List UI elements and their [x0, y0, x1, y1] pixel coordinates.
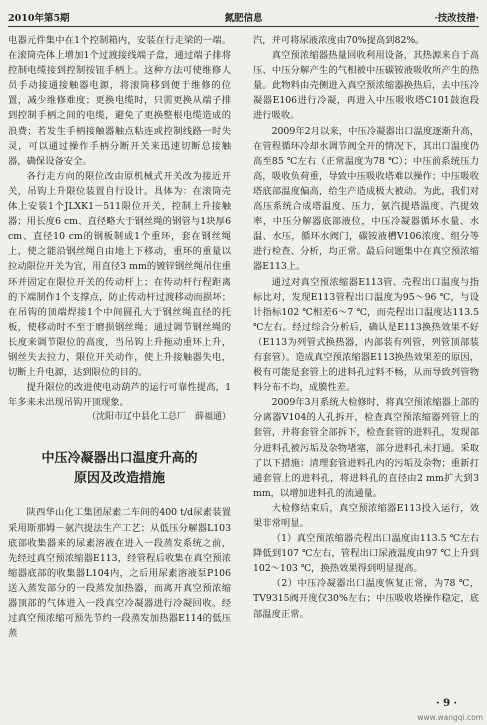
page-header: [8, 10, 479, 24]
body-paragraph: 各行走方向的限位改由原机械式开关改为接近开关，吊钩上升限位装置自行设计。具体为：在滚筒壳体上安装1个JLXK1－511限位开关，控制上升接触器；用长度6 cm、直径略大于钢丝绳的钢管与1块厚6 cm、直径10 cm的钢板制成1个重环，套在钢丝绳上，使之能沿钢丝绳自由地上下移动，重环的重量以拉动限位开关为宜，用直径3 mm的镀锌钢丝绳吊住重环并固定在限位开关的传动杆上；在传动杆行程距离的下端制作1个支撑点，防止传动杆过渡移动而损坏；在吊钩的顶端焊接1个中间圆孔大于钢丝绳直径的托板，使移动时不至于磨损钢丝绳；通过调节钢丝绳的长度来调节限位的高度，当吊钩上升拖动重环上升，钢丝失去拉力，限位开关动作，使上升接触器失电，切断上升电源，达到限位的目的。: [8, 170, 231, 379]
body-paragraph: 2009年3月系统大检修时，将真空预浓缩器上部的分离器V104的人孔拆开，检查真空预浓缩器列管上的套管，并将套管全部拆下，检查套管的进料孔，发现部分进料孔被污垢及杂物堵塞，部分进料孔未打通。采取了以下措施：清理套管进料孔内的污垢及杂物；重新打通套管上的进料孔，将进料孔的直径由2 mm扩大到3 mm，以增加进料孔的流通量。: [253, 397, 479, 499]
body-paragraph: 汽，并可将尿液浓度由70%提高到82%。: [253, 35, 425, 46]
journal-name: 氮肥信息: [224, 13, 263, 24]
body-paragraph: （2）中压冷凝器出口温度恢复正常，为78 ℃，TV9315阀开度仅30%左右；中压吸收塔操作稳定，底部温度正常。: [253, 578, 479, 620]
watermark: www.wangqi.com: [417, 713, 483, 722]
author-credit: （沈阳市辽中县化工总厂 薛福通）: [86, 412, 231, 423]
body-paragraph: 提升限位的改进使电动葫芦的运行可靠性提高，1年多来未出现吊钩开顶现象。: [8, 382, 231, 409]
body-paragraph: 通过对真空预浓缩器E113管、壳程出口温度与指标比对，发现E113管程出口温度为95～96 ℃，与设计指标102 ℃相差6～7 ℃，而壳程出口温度达113.5 ℃左右。经过综合分析后，确认是E113换热效果不好（E113为列管式换热器，内部装有列管，列管顶部装有套管）。造成真空预浓缩器E113换热效果差的原因，极有可能是套管上的进料孔过料不畅，从而导致列管物料分布不均，成膜性差。: [253, 276, 479, 394]
page-number: · 9 ·: [436, 698, 457, 709]
body-paragraph: 2009年2月以来，中压冷凝器出口温度逐渐升高，在管程循环冷却水调节阀全开的情况下，其出口温度仍高至85 ℃左右（正常温度为78 ℃）；中压前系统压力高，吸收负荷重，导致中压吸收塔难以操作；中压吸收塔底部温度偏高，给生产造成极大被动。为此，我们对高压系统合成塔温度、压力，氨汽提塔温度、汽提效率，中压分解器底部液位，中压冷凝器循环水量、水温、水压，循环水阀门，碳铵液槽V106浓度、组分等进行检查、分析，均正常。最后问题集中在真空预浓缩器E113上。: [253, 125, 479, 273]
right-column: [253, 33, 479, 622]
section-label: ·技改技措·: [434, 13, 479, 24]
body-paragraph: 陕西华山化工集团尿素二车间的400 t/d尿素装置采用斯那姆－氨汽提法生产工艺；从低压分解器L103底部收集器来的尿素溶液在进入一段蒸发系统之前，先经过真空预浓缩器E113，经管程后收集在真空预浓缩器底部的收集器L104内，之后用尿素溶液泵P106送入蒸发部分的一段蒸发加热器，而离开真空预浓缩器顶部的气体进入一段真空冷凝器进行冷凝回收。经过真空预浓缩可预先节约一段蒸发加热器E114的低压蒸: [8, 507, 231, 640]
article-title-line: 中压冷凝器出口温度升高的: [41, 451, 198, 467]
header-divider: [8, 26, 479, 27]
left-column: [8, 33, 231, 641]
article-title: [8, 449, 231, 489]
issue-label: 2010年第5期: [8, 13, 70, 24]
body-paragraph: 真空预浓缩器热量回收利用设备，其热源来自于高压、中压分解产生的气相被中压碳铵液吸收所产生的热量。此物料由壳侧进入真空预浓缩器换热后，去中压冷凝器E106进行冷凝，再进入中压吸收塔C101鼓泡段进行吸收。: [253, 50, 479, 122]
body-paragraph: 电器元件集中在1个控制箱内，安装在行走梁的一端。在滚筒壳体上增加1个过渡接线端子盒，通过端子排将控制电缆接到控制按钮手柄上。这种方法可使维修人员手动接通接触器电源，将滚筒移到便于维修的位置，减少维修难度；更换电缆时，只需更换从端子排到控制手柄之间的电缆，避免了更换整根电缆造成的浪费；若发生手柄接触器触点粘连或控制线路一时失灵，可以通过操作手柄分断开关来迅速切断总接触器，确保设备安全。: [8, 35, 231, 167]
body-paragraph: （1）真空预浓缩器壳程出口温度由113.5 ℃左右降低到107 ℃左右，管程出口尿液温度由97 ℃上升到102～103 ℃，换热效果得到明显提高。: [253, 533, 479, 575]
article-title-line: 原因及改造措施: [73, 471, 165, 487]
body-paragraph: 大检修结束后，真空预浓缩器E113投入运行，效果非常明显。: [253, 502, 479, 529]
